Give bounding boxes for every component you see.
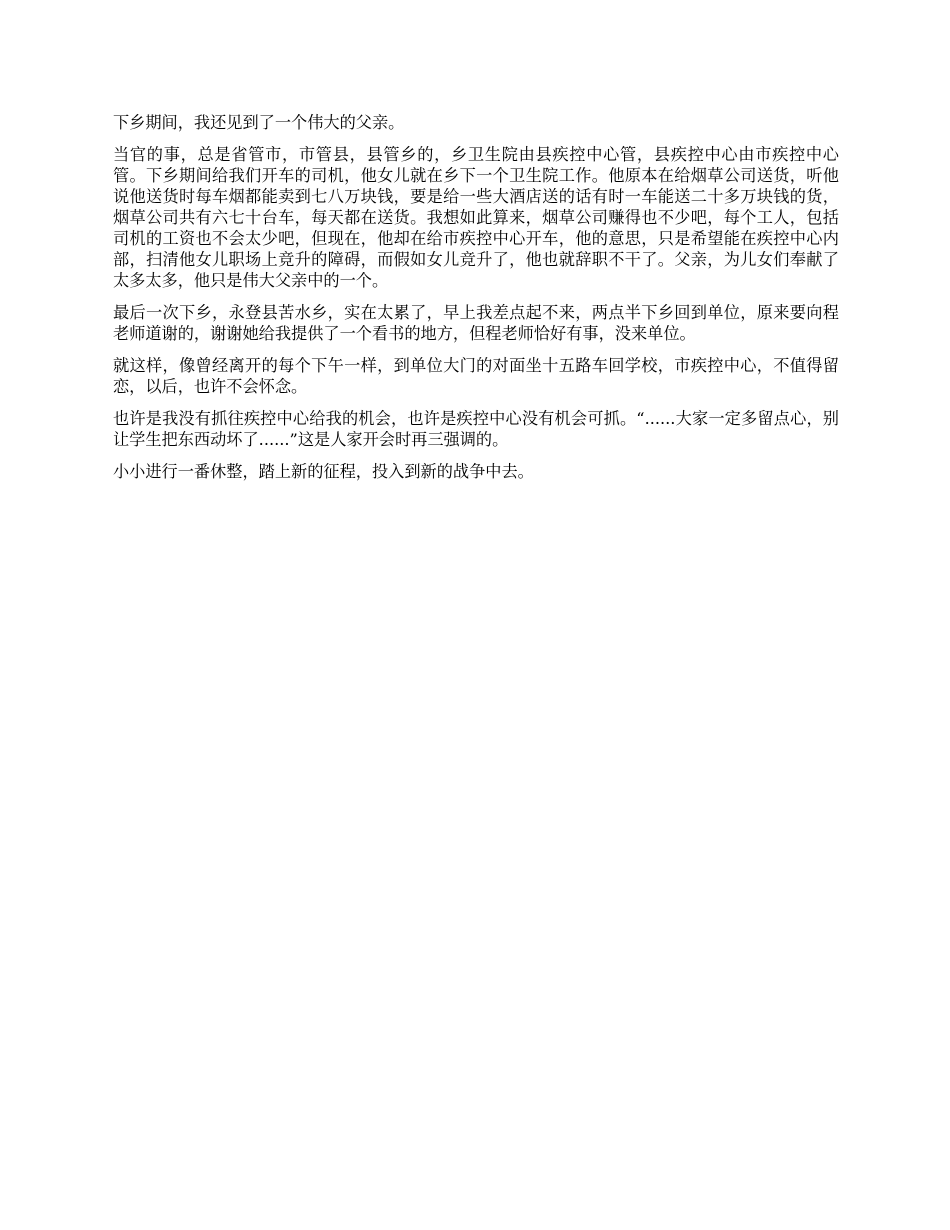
paragraph-3: 最后一次下乡，永登县苦水乡，实在太累了，早上我差点起不来，两点半下乡回到单位，原来要向程老师道谢的，谢谢她给我提供了一个看书的地方，但程老师恰好有事，没来单位。 <box>113 303 839 343</box>
paragraph-1: 下乡期间，我还见到了一个伟大的父亲。 <box>113 113 405 132</box>
document-body <box>113 112 839 493</box>
paragraph-4: 就这样，像曾经离开的每个下午一样，到单位大门的对面坐十五路车回学校，市疾控中心，不值得留恋，以后，也许不会怀念。 <box>113 356 839 396</box>
paragraph-2: 当官的事，总是省管市，市管县，县管乡的，乡卫生院由县疾控中心管，县疾控中心由市疾控中心管。下乡期间给我们开车的司机，他女儿就在乡下一个卫生院工作。他原本在给烟草公司送货，听他说他送货时每车烟都能卖到七八万块钱，要是给一些大酒店送的话有时一车能送二十多万块钱的货，烟草公司共有六七十台车，每天都在送货。我想如此算来，烟草公司赚得也不少吧，每个工人，包括司机的工资也不会太少吧，但现在，他却在给市疾控中心开车，他的意思，只是希望能在疾控中心内部，扫清他女儿职场上竞升的障碍，而假如女儿竞升了，他也就辞职不干了。父亲，为儿女们奉献了太多太多，他只是伟大父亲中的一个。 <box>113 145 839 290</box>
paragraph-6: 小小进行一番休整，踏上新的征程，投入到新的战争中去。 <box>113 462 534 481</box>
paragraph-5: 也许是我没有抓往疾控中心给我的机会，也许是疾控中心没有机会可抓。“......大家一定多留点心，别让学生把东西动坏了......”这是人家开会时再三强调的。 <box>113 409 839 449</box>
